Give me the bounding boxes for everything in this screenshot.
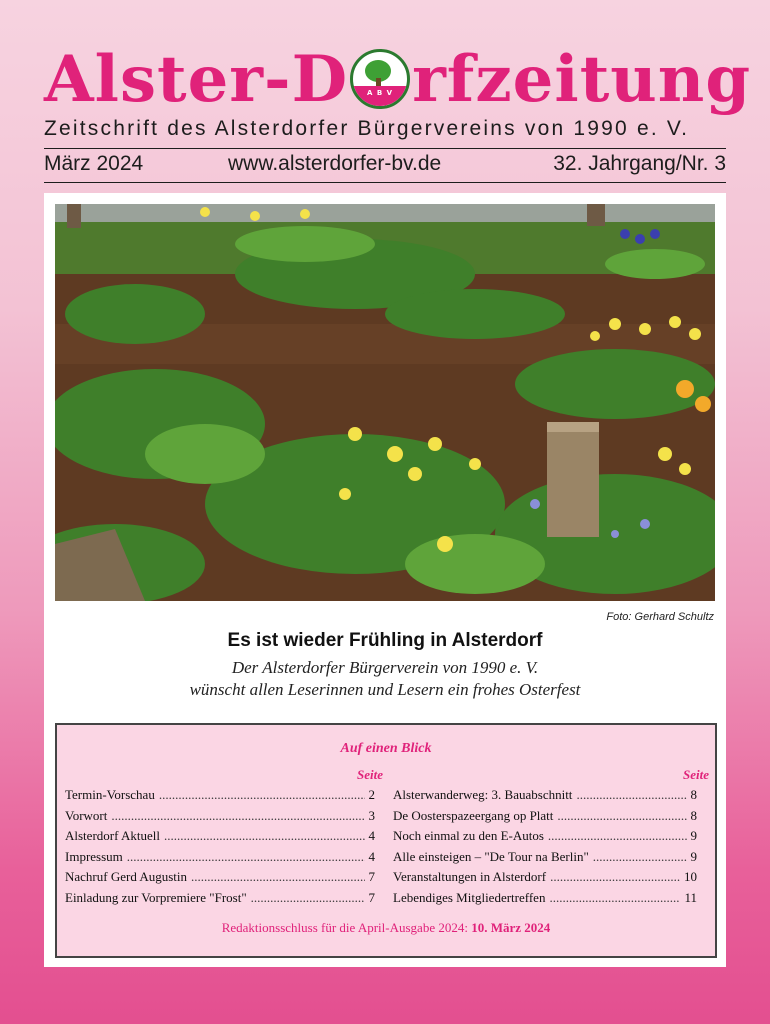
magazine-title (44, 40, 751, 120)
masthead (0, 0, 770, 200)
cover-tagline-1: Der Alsterdorfer Bürgerverein von 1990 e. V. (231, 658, 539, 677)
divider-top (44, 148, 726, 149)
toc-item[interactable]: Lebendiges Mitgliedertreffen ..... 11 (393, 890, 697, 911)
subtitle: Zeitschrift des Alsterdorfer Bürgervereins von 1990 e. V. (44, 117, 690, 140)
cover-panel (44, 193, 726, 967)
association-logo (350, 49, 410, 109)
title-left: Alster-D (44, 42, 349, 117)
deadline-date: 10. März 2024 (471, 920, 551, 935)
toc-page-header-right: Seite (683, 767, 709, 782)
cover-tagline-2: wünscht allen Leserinnen und Lesern ein frohes Osterfest (189, 680, 581, 699)
toc-item[interactable]: De Oosterspazeergang op Platt ..... 8 (393, 808, 697, 829)
cover-headline: Es ist wieder Frühling in Alsterdorf (227, 630, 543, 651)
editorial-deadline: Redaktionsschluss für die April-Ausgabe 2024: 10. März 2024 (221, 920, 551, 935)
divider-bottom (44, 182, 726, 183)
toc-item[interactable]: Vorwort ..... 3 (65, 808, 375, 829)
cover-photo (55, 204, 715, 601)
toc-page-header-left: Seite (357, 767, 383, 782)
toc-item[interactable]: Termin-Vorschau ..... 2 (65, 787, 375, 808)
toc-title: Auf einen Blick (340, 741, 432, 756)
website-link[interactable]: www.alsterdorfer-bv.de (228, 152, 442, 175)
photo-credit: Foto: Gerhard Schultz (606, 611, 714, 623)
toc-item[interactable]: Nachruf Gerd Augustin ..... 7 (65, 869, 375, 890)
title-right: rfzeitung (412, 42, 752, 117)
toc-item[interactable]: Noch einmal zu den E-Autos ..... 9 (393, 828, 697, 849)
table-of-contents (55, 723, 717, 958)
toc-item[interactable]: Einladung zur Vorpremiere "Frost" ..... 7 (65, 890, 375, 911)
issue-month: März 2024 (44, 152, 144, 175)
volume-number: 32. Jahrgang/Nr. 3 (553, 152, 726, 175)
toc-item[interactable]: Alle einsteigen – "De Tour na Berlin" ..... 9 (393, 849, 697, 870)
toc-right-column (393, 787, 697, 910)
toc-item[interactable]: Alsterdorf Aktuell ..... 4 (65, 828, 375, 849)
toc-item[interactable]: Veranstaltungen in Alsterdorf ..... 10 (393, 869, 697, 890)
toc-left-column (65, 787, 375, 910)
spring-flowerbed-illustration (55, 204, 715, 601)
toc-item[interactable]: Alsterwanderweg: 3. Bauabschnitt ..... 8 (393, 787, 697, 808)
logo-band: A B V (353, 86, 407, 106)
toc-item[interactable]: Impressum ..... 4 (65, 849, 375, 870)
